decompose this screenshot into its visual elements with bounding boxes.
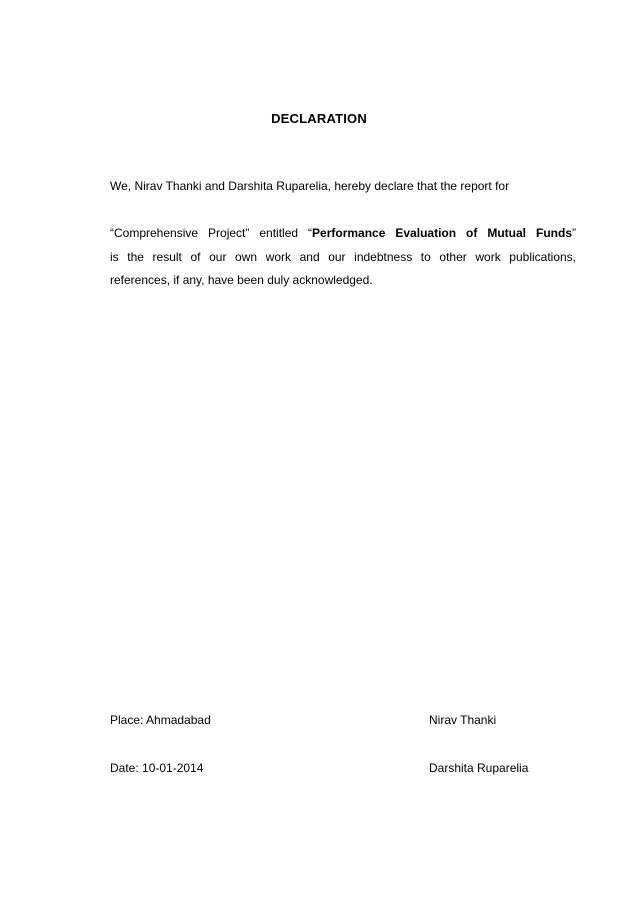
intro-paragraph: We, Nirav Thanki and Darshita Ruparelia, hereby declare that the report for bbox=[110, 179, 510, 193]
signatory-name-2: Darshita Ruparelia bbox=[429, 761, 529, 775]
project-title-bold: Performance Evaluation of Mutual Funds bbox=[312, 226, 572, 240]
page-title: DECLARATION bbox=[271, 111, 367, 126]
place-label: Place: Ahmadabad bbox=[110, 713, 211, 727]
project-title-line bbox=[110, 226, 576, 240]
declaration-line-3: is the result of our own work and our indebtness to other work publications, bbox=[110, 250, 576, 264]
date-label: Date: 10-01-2014 bbox=[110, 761, 204, 775]
signatory-name-1: Nirav Thanki bbox=[429, 713, 497, 727]
declaration-line-4: references, if any, have been duly acknowledged. bbox=[110, 273, 373, 287]
project-title-prefix: “Comprehensive Project” entitled “ bbox=[110, 226, 313, 240]
project-title-suffix: ” bbox=[572, 226, 576, 240]
